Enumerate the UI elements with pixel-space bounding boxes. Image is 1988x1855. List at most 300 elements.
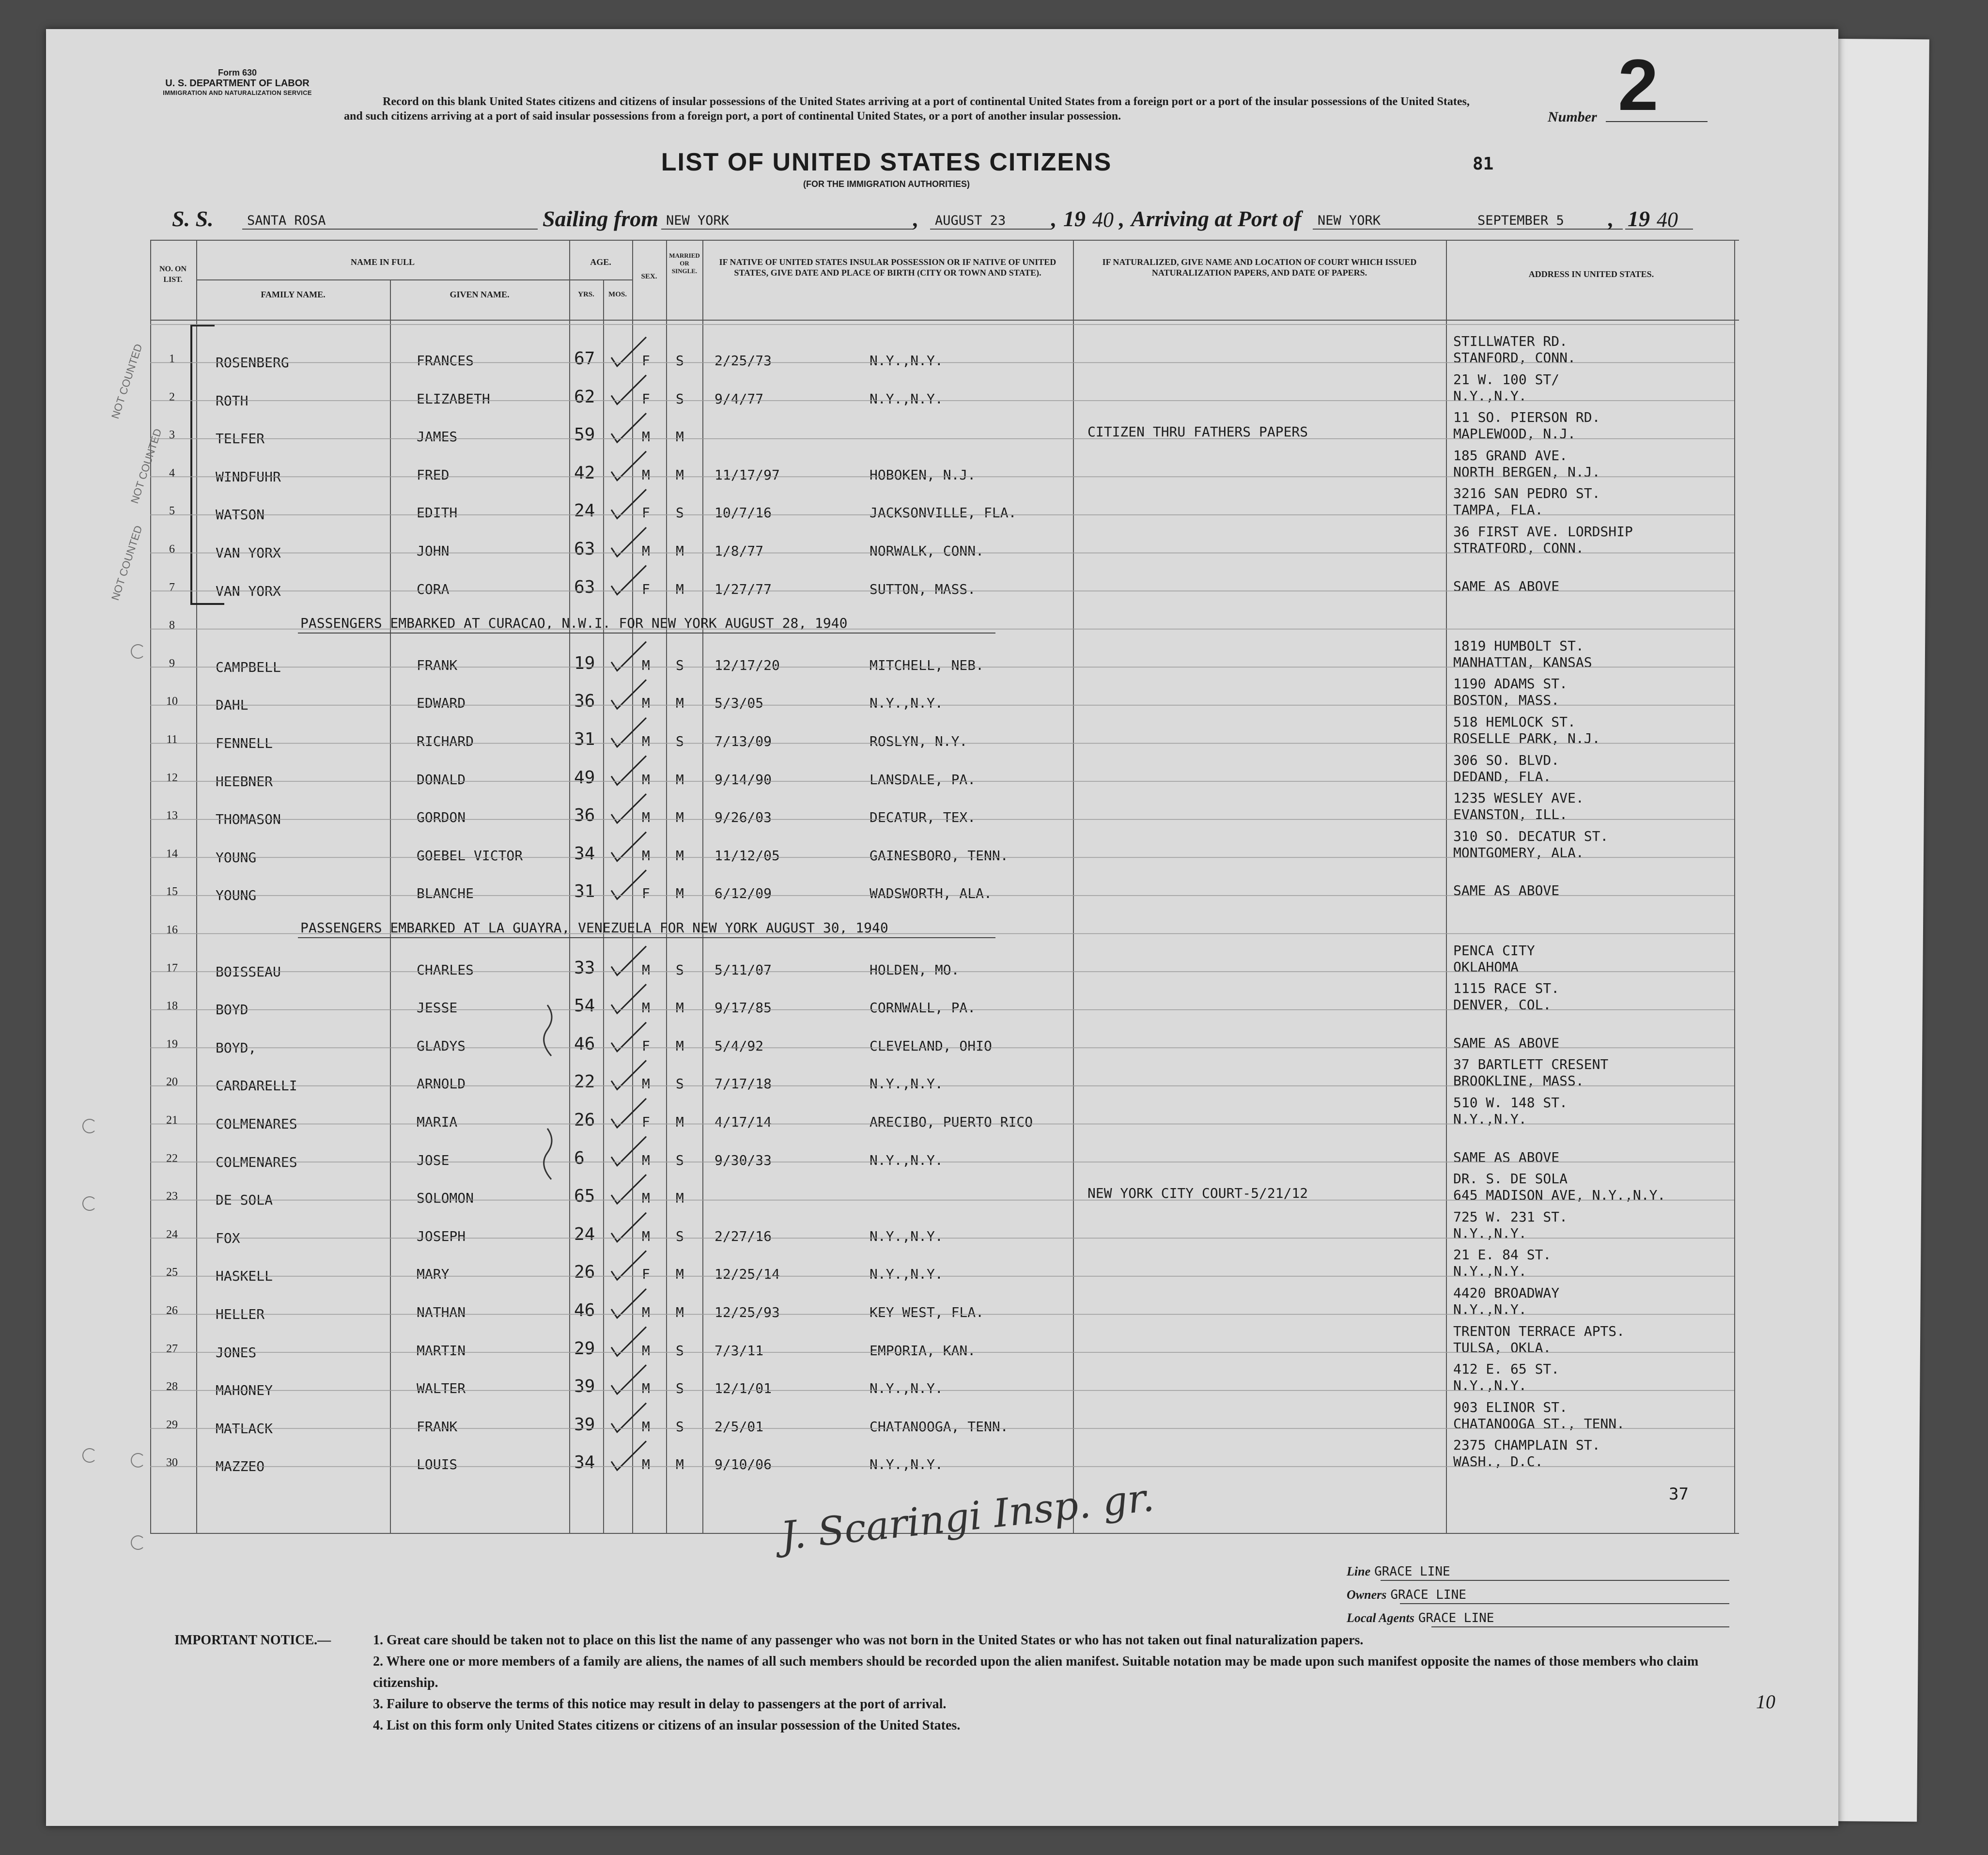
given-name: FRED (417, 466, 450, 483)
sex: F (642, 1037, 650, 1054)
sex: M (642, 466, 650, 483)
address-line-2: SAME AS ABOVE (1453, 1149, 1560, 1165)
family-name: FOX (216, 1230, 240, 1246)
address-line-1: 1190 ADAMS ST. (1453, 676, 1568, 692)
birth-date: 9/14/90 (714, 771, 772, 788)
check-mark (611, 1098, 646, 1128)
address-line-2: CHATANOOGA ST., TENN. (1453, 1415, 1625, 1432)
row-number: 13 (166, 809, 178, 822)
section-heading: PASSENGERS EMBARKED AT LA GUAYRA, VENEZUELA FOR NEW YORK AUGUST 30, 1940 (300, 920, 888, 936)
birth-place: EMPORIA, KAN. (870, 1342, 976, 1359)
birth-place: GAINESBORO, TENN. (870, 847, 1009, 864)
check-mark (611, 1327, 646, 1356)
header-naturalized: IF NATURALIZED, GIVE NAME AND LOCATION OF COURT WHICH ISSUED NATURALIZATION PAPERS, AND DATE OF PAPERS. (1102, 257, 1417, 278)
birth-date: 11/17/97 (714, 466, 780, 483)
birth-place: SUTTON, MASS. (870, 581, 976, 597)
row-number: 28 (166, 1380, 178, 1393)
address-line-1: PENCA CITY (1453, 942, 1535, 958)
birth-place: CHATANOOGA, TENN. (870, 1418, 1009, 1435)
address-line-2: MONTGOMERY, ALA. (1453, 844, 1584, 861)
given-name: FRANK (417, 1418, 458, 1435)
row-number: 26 (166, 1304, 178, 1317)
birth-date: 5/4/92 (714, 1037, 764, 1054)
check-mark (611, 984, 646, 1013)
check-mark (611, 1403, 646, 1432)
address-line-1: 21 W. 100 ST/ (1453, 371, 1560, 387)
address-line-2: N.Y.,N.Y. (1453, 1301, 1527, 1317)
given-name: LOUIS (417, 1456, 458, 1473)
birth-date: 12/25/14 (714, 1266, 780, 1283)
marital-status: M (676, 847, 684, 864)
family-name: DAHL (216, 697, 248, 713)
department: U. S. DEPARTMENT OF LABOR (165, 78, 310, 89)
family-name: WINDFUHR (216, 468, 281, 485)
header-yrs: YRS. (578, 291, 594, 298)
family-name: WATSON (216, 507, 265, 523)
line-label: Line (1347, 1564, 1371, 1578)
address-line-2: SAME AS ABOVE (1453, 578, 1560, 594)
family-name: COLMENARES (216, 1154, 297, 1170)
birth-date: 12/17/20 (714, 657, 780, 673)
address-line-2: MAPLEWOOD, N.J. (1453, 426, 1576, 442)
age-years: 39 (574, 1414, 595, 1435)
address-line-1: 2375 CHAMPLAIN ST. (1453, 1437, 1600, 1453)
marital-status: M (676, 429, 684, 445)
sex: F (642, 505, 650, 521)
notice-item-4: 4. List on this form only United States citizens or citizens of an insular possession of the United States. (373, 1718, 961, 1733)
line-underline (1381, 1580, 1729, 1581)
sex: M (642, 1228, 650, 1244)
family-name: DE SOLA (216, 1192, 273, 1208)
family-name: BOYD, (216, 1039, 257, 1056)
family-name: TELFER (216, 431, 265, 447)
birth-place: CORNWALL, PA. (870, 1000, 976, 1016)
birth-date: 5/11/07 (714, 961, 772, 978)
given-name: JOSEPH (417, 1228, 466, 1244)
header-age: AGE. (590, 257, 611, 267)
naturalization: NEW YORK CITY COURT-5/21/12 (1087, 1185, 1308, 1202)
birth-date: 7/13/09 (714, 733, 772, 749)
address-line-1: 4420 BROADWAY (1453, 1285, 1560, 1301)
owners-field (1347, 1588, 1466, 1602)
agents-label: Local Agents (1347, 1611, 1414, 1625)
row-number: 21 (166, 1114, 178, 1127)
age-years: 65 (574, 1186, 595, 1206)
sex: F (642, 390, 650, 407)
check-mark (611, 1289, 646, 1318)
family-name: THOMASON (216, 811, 281, 828)
family-name: FENNELL (216, 735, 273, 751)
address-line-2: ROSELLE PARK, N.J. (1453, 730, 1600, 746)
age-years: 33 (574, 958, 595, 978)
birth-place: ARECIBO, PUERTO RICO (870, 1114, 1033, 1130)
birth-place: ROSLYN, N.Y. (870, 733, 968, 749)
birth-date: 7/17/18 (714, 1076, 772, 1092)
header-sex: SEX. (641, 273, 657, 280)
row-number: 20 (166, 1076, 178, 1089)
address-line-1: 1115 RACE ST. (1453, 980, 1560, 997)
sailing-date: AUGUST 23 (935, 213, 1006, 228)
family-name: CARDARELLI (216, 1078, 297, 1094)
owners-value: GRACE LINE (1390, 1588, 1466, 1602)
not-counted-stamp: NOT COUNTED (109, 524, 145, 602)
not-counted-stamp: NOT COUNTED (128, 427, 164, 505)
age-years: 54 (574, 996, 595, 1016)
agents-underline (1431, 1626, 1729, 1627)
birth-date: 11/12/05 (714, 847, 780, 864)
sex: M (642, 1076, 650, 1092)
given-name: FRANK (417, 657, 458, 673)
birth-place: N.Y.,N.Y. (870, 1076, 943, 1092)
service: IMMIGRATION AND NATURALIZATION SERVICE (163, 89, 312, 96)
family-name: HASKELL (216, 1268, 273, 1284)
row-number: 15 (166, 885, 178, 898)
family-name: BOYD (216, 1002, 248, 1018)
given-name: MARY (417, 1266, 450, 1283)
marital-status: M (676, 1456, 684, 1473)
sex: M (642, 1000, 650, 1016)
row-number: 9 (169, 657, 175, 670)
row-number: 4 (169, 466, 175, 479)
birth-date: 1/8/77 (714, 543, 764, 559)
given-name: GLADYS (417, 1037, 466, 1054)
check-mark (611, 1251, 646, 1280)
marital-status: M (676, 581, 684, 597)
birth-date: 9/10/06 (714, 1456, 772, 1473)
address-line-2: TAMPA, FLA. (1453, 502, 1543, 518)
sail-year: 40 (1092, 208, 1114, 232)
check-mark (611, 642, 646, 671)
arrival-date: SEPTEMBER 5 (1477, 213, 1564, 228)
address-line-2: EVANSTON, ILL. (1453, 806, 1568, 823)
sex: M (642, 771, 650, 788)
birth-date: 4/17/14 (714, 1114, 772, 1130)
birth-place: KEY WEST, FLA. (870, 1304, 984, 1320)
binder-hole (131, 644, 145, 659)
instructions-text: Record on this blank United States citizens and citizens of insular possessions of the United States arriving at a port of continental United States from a foreign port or a port of the insular possessions of the United States, and such citizens arriving at a port of said insular possessions from a foreign port, a port of continental United States, or a port of another insular possession. (344, 95, 1470, 123)
row-number: 10 (166, 695, 178, 708)
header-no: NO. ON LIST. (159, 265, 186, 284)
agents-field (1347, 1611, 1494, 1625)
birth-date: 7/3/11 (714, 1342, 764, 1359)
check-mark (611, 1060, 646, 1089)
marital-status: S (676, 657, 684, 673)
address-line-1: 3216 SAN PEDRO ST. (1453, 485, 1600, 502)
age-years: 34 (574, 843, 595, 864)
age-years: 19 (574, 653, 595, 673)
check-mark (611, 1175, 646, 1204)
age-years: 34 (574, 1453, 595, 1473)
marital-status: M (676, 1266, 684, 1283)
birth-place: MITCHELL, NEB. (870, 657, 984, 673)
address-line-2: NORTH BERGEN, N.J. (1453, 464, 1600, 480)
age-years: 22 (574, 1072, 595, 1092)
line-value: GRACE LINE (1374, 1564, 1450, 1579)
binder-hole (82, 1448, 97, 1463)
address-line-1: 412 E. 65 ST. (1453, 1361, 1560, 1377)
birth-date: 12/1/01 (714, 1380, 772, 1397)
address-line-1: 310 SO. DECATUR ST. (1453, 828, 1609, 844)
given-name: JOSE (417, 1152, 450, 1168)
age-years: 63 (574, 539, 595, 559)
check-mark (611, 489, 646, 518)
sex: M (642, 1342, 650, 1359)
page-subtitle: (FOR THE IMMIGRATION AUTHORITIES) (803, 179, 970, 189)
header-married: MARRIED OR SINGLE. (669, 252, 700, 275)
address-line-1: 510 W. 148 ST. (1453, 1095, 1568, 1111)
birth-date: 2/27/16 (714, 1228, 772, 1244)
given-name: ELIZABETH (417, 390, 490, 407)
binder-hole (131, 1535, 145, 1550)
family-name: YOUNG (216, 849, 257, 866)
age-years: 36 (574, 691, 595, 711)
not-counted-stamp: NOT COUNTED (109, 342, 145, 420)
marital-status: S (676, 1152, 684, 1168)
marital-status: M (676, 1304, 684, 1320)
header-birth: IF NATIVE OF UNITED STATES INSULAR POSSESSION OR IF NATIVE OF UNITED STATES, GIVE DATE AND PLACE OF BIRTH (CITY OR TOWN AND STATE). (719, 257, 1056, 278)
birth-place: NORWALK, CONN. (870, 543, 984, 559)
marital-status: S (676, 1228, 684, 1244)
marital-status: M (676, 1190, 684, 1206)
address-line-1: 185 GRAND AVE. (1453, 447, 1568, 464)
family-name: CAMPBELL (216, 659, 281, 675)
address-line-1: 36 FIRST AVE. LORDSHIP (1453, 524, 1633, 540)
address-line-1: 306 SO. BLVD. (1453, 752, 1560, 768)
row-number: 14 (166, 847, 178, 860)
address-line-2: WASH., D.C. (1453, 1453, 1543, 1470)
line-field (1347, 1564, 1450, 1579)
row-number: 5 (169, 505, 175, 518)
sex: M (642, 657, 650, 673)
address-line-2: DENVER, COL. (1453, 997, 1552, 1013)
sex: F (642, 1114, 650, 1130)
row-number: 8 (169, 619, 175, 632)
birth-place: CLEVELAND, OHIO (870, 1037, 992, 1054)
address-line-1: 725 W. 231 ST. (1453, 1208, 1568, 1225)
age-years: 49 (574, 767, 595, 788)
owners-label: Owners (1347, 1588, 1387, 1602)
birth-date: 2/25/73 (714, 353, 772, 369)
birth-place: N.Y.,N.Y. (870, 1228, 943, 1244)
age-years: 26 (574, 1110, 595, 1130)
marital-status: S (676, 1342, 684, 1359)
check-mark (611, 1022, 646, 1051)
given-name: DONALD (417, 771, 466, 788)
birth-date: 12/25/93 (714, 1304, 780, 1320)
row-number: 1 (169, 353, 175, 365)
given-name: NATHAN (417, 1304, 466, 1320)
birth-date: 9/4/77 (714, 390, 764, 407)
sex: M (642, 847, 650, 864)
address-line-2: N.Y.,N.Y. (1453, 1225, 1527, 1241)
row-number: 2 (169, 390, 175, 403)
age-years: 59 (574, 425, 595, 445)
row-number: 23 (166, 1190, 178, 1203)
age-years: 29 (574, 1338, 595, 1359)
birth-place: HOBOKEN, N.J. (870, 466, 976, 483)
birth-place: N.Y.,N.Y. (870, 1456, 943, 1473)
row-number: 7 (169, 581, 175, 594)
marital-status: M (676, 466, 684, 483)
sex: F (642, 353, 650, 369)
check-mark (611, 566, 646, 595)
row-number: 6 (169, 543, 175, 556)
given-name: MARIA (417, 1114, 458, 1130)
marital-status: S (676, 1076, 684, 1092)
family-name: BOISSEAU (216, 963, 281, 980)
inspector-signature: J. Scaringi Insp. gr. (778, 1474, 1156, 1559)
row-number: 27 (166, 1342, 178, 1355)
birth-place: WADSWORTH, ALA. (870, 885, 992, 902)
check-mark (611, 1441, 646, 1470)
age-years: 42 (574, 463, 595, 483)
birth-date: 9/30/33 (714, 1152, 772, 1168)
check-mark (611, 946, 646, 975)
birth-place: HOLDEN, MO. (870, 961, 960, 978)
birth-date: 1/27/77 (714, 581, 772, 597)
family-name: HELLER (216, 1306, 265, 1322)
birth-place: N.Y.,N.Y. (870, 353, 943, 369)
age-years: 36 (574, 805, 595, 826)
given-name: SOLOMON (417, 1190, 474, 1206)
agents-value: GRACE LINE (1418, 1611, 1494, 1625)
address-line-1: 37 BARTLETT CRESENT (1453, 1056, 1609, 1073)
check-mark (611, 1365, 646, 1394)
row-number: 16 (166, 924, 178, 936)
birth-place: N.Y.,N.Y. (870, 390, 943, 407)
birth-place: N.Y.,N.Y. (870, 1380, 943, 1397)
sex: F (642, 885, 650, 902)
address-line-2: BOSTON, MASS. (1453, 692, 1560, 709)
margin-page-number: 10 (1756, 1691, 1775, 1713)
check-mark (611, 1137, 646, 1166)
family-name: MATLACK (216, 1420, 273, 1437)
address-line-2: TULSA, OKLA. (1453, 1339, 1552, 1356)
binder-hole (131, 1453, 145, 1468)
row-number: 25 (166, 1266, 178, 1279)
row-number: 11 (166, 733, 178, 746)
family-name: VAN YORX (216, 545, 281, 561)
check-mark (611, 337, 646, 366)
birth-date: 9/17/85 (714, 1000, 772, 1016)
sex: M (642, 1304, 650, 1320)
check-mark (611, 756, 646, 785)
age-years: 31 (574, 881, 595, 902)
marital-status: S (676, 390, 684, 407)
address-line-1: 1235 WESLEY AVE. (1453, 790, 1584, 806)
given-name: FRANCES (417, 353, 474, 369)
birth-place: DECATUR, TEX. (870, 809, 976, 826)
marital-status: S (676, 1380, 684, 1397)
marital-status: M (676, 885, 684, 902)
family-name: ROTH (216, 392, 248, 409)
binder-hole (82, 1196, 97, 1211)
address-line-1: DR. S. DE SOLA (1453, 1171, 1568, 1187)
address-line-1: STILLWATER RD. (1453, 333, 1568, 349)
birth-place: N.Y.,N.Y. (870, 695, 943, 711)
address-line-2: 645 MADISON AVE, N.Y.,N.Y. (1453, 1187, 1666, 1204)
address-line-2: SAME AS ABOVE (1453, 1035, 1560, 1051)
marital-status: S (676, 733, 684, 749)
sex: M (642, 1152, 650, 1168)
address-line-1: 903 ELINOR ST. (1453, 1399, 1568, 1415)
family-name: HEEBNER (216, 773, 273, 789)
age-years: 67 (574, 349, 595, 369)
given-name: GORDON (417, 809, 466, 826)
notice-item-1: 1. Great care should be taken not to place on this list the name of any passenger who was not born in the United States or who has not taken out final naturalization papers. (373, 1633, 1364, 1648)
birth-date: 10/7/16 (714, 505, 772, 521)
sex: M (642, 733, 650, 749)
binder-hole (82, 1119, 97, 1133)
row-number: 24 (166, 1228, 178, 1241)
row-number: 12 (166, 771, 178, 784)
given-name: RICHARD (417, 733, 474, 749)
age-years: 39 (574, 1376, 595, 1397)
check-mark (611, 680, 646, 709)
row-number: 22 (166, 1152, 178, 1165)
sex: M (642, 961, 650, 978)
check-mark (611, 527, 646, 556)
owners-underline (1400, 1603, 1729, 1604)
marital-status: S (676, 353, 684, 369)
sex: M (642, 1380, 650, 1397)
marital-status: S (676, 1418, 684, 1435)
sex: M (642, 543, 650, 559)
address-line-1: 21 E. 84 ST. (1453, 1247, 1552, 1263)
given-name: JOHN (417, 543, 450, 559)
sex: M (642, 809, 650, 826)
check-mark (611, 1213, 646, 1242)
header-address: ADDRESS IN UNITED STATES. (1528, 269, 1654, 279)
birth-date: 5/3/05 (714, 695, 764, 711)
header-mos: MOS. (608, 291, 627, 298)
marital-status: M (676, 1114, 684, 1130)
given-name: GOEBEL VICTOR (417, 847, 523, 864)
address-line-2: MANHATTAN, KANSAS (1453, 654, 1592, 670)
given-name: MARTIN (417, 1342, 466, 1359)
arriving-label: Arriving at Port of (1131, 206, 1302, 231)
arrive-year-prefix: 19 (1628, 206, 1650, 231)
marital-status: M (676, 809, 684, 826)
given-name: JAMES (417, 429, 458, 445)
family-name: VAN YORX (216, 583, 281, 599)
address-line-2: BROOKLINE, MASS. (1453, 1073, 1584, 1089)
address-line-2: N.Y.,N.Y. (1453, 387, 1527, 404)
row-number: 17 (166, 961, 178, 974)
age-years: 24 (574, 1224, 595, 1244)
address-line-1: TRENTON TERRACE APTS. (1453, 1323, 1625, 1339)
header-name-in-full: NAME IN FULL (350, 257, 415, 267)
given-name: CHARLES (417, 961, 474, 978)
sheet-number: 2 (1618, 44, 1659, 125)
row-number: 19 (166, 1037, 178, 1051)
marital-status: M (676, 695, 684, 711)
given-name: ARNOLD (417, 1076, 466, 1092)
given-name: EDITH (417, 505, 458, 521)
age-years: 24 (574, 501, 595, 521)
birth-place: N.Y.,N.Y. (870, 1152, 943, 1168)
birth-date: 9/26/03 (714, 809, 772, 826)
sailing-from: NEW YORK (666, 213, 730, 228)
sex: M (642, 1418, 650, 1435)
arrival-port: NEW YORK (1318, 213, 1381, 228)
check-mark (611, 375, 646, 404)
ss-label: S. S. (172, 206, 214, 231)
address-line-2: DEDAND, FLA. (1453, 768, 1552, 785)
header-family: FAMILY NAME. (261, 290, 326, 299)
address-line-2: N.Y.,N.Y. (1453, 1377, 1527, 1394)
sex: F (642, 581, 650, 597)
